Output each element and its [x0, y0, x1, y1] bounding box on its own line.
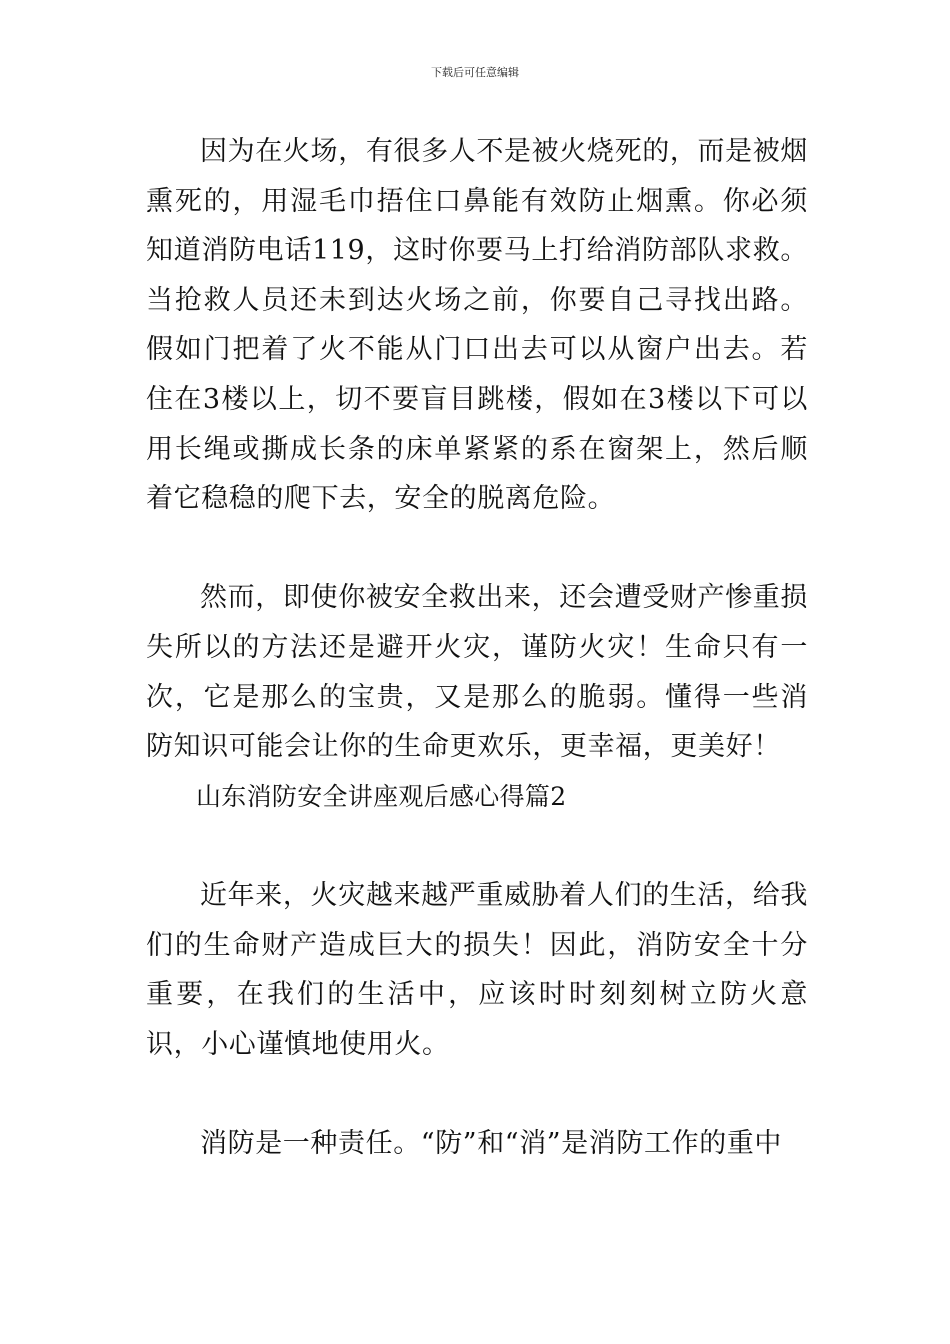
paragraph-escape-advice: 因为在火场，有很多人不是被火烧死的，而是被烟熏死的，用湿毛巾捂住口鼻能有效防止烟熏。你必须知道消防电话119，这时你要马上打给消防部队求救。当抢救人员还未到达火场之前，你要自己寻找出路。假如门把着了火不能从门口出去可以从窗户出去。若住在3楼以上，切不要盲目跳楼，假如在3楼以下可以用长绳或撕成长条的床单紧紧的系在窗架上，然后顺着它稳稳的爬下去，安全的脱离危险。 [146, 136, 808, 515]
paragraph-fire-prevention: 然而，即使你被安全救出来，还会遭受财产惨重损失所以的方法还是避开火灾，谨防火灾！生命只有一次，它是那么的宝贵，又是那么的脆弱。懂得一些消防知识可能会让你的生命更欢乐，更幸福，更美好！ [146, 582, 808, 763]
paragraph-fire-threat: 近年来，火灾越来越严重威胁着人们的生活，给我们的生命财产造成巨大的损失！因此，消防安全十分重要，在我们的生活中，应该时时刻刻树立防火意识，小心谨慎地使用火。 [146, 879, 808, 1060]
section-heading: 山东消防安全讲座观后感心得篇2 [196, 781, 567, 811]
header-note: 下载后可任意编辑 [431, 66, 519, 79]
paragraph-responsibility: 消防是一种责任。“防”和“消”是消防工作的重中 [200, 1127, 783, 1159]
document-body [146, 127, 808, 1168]
